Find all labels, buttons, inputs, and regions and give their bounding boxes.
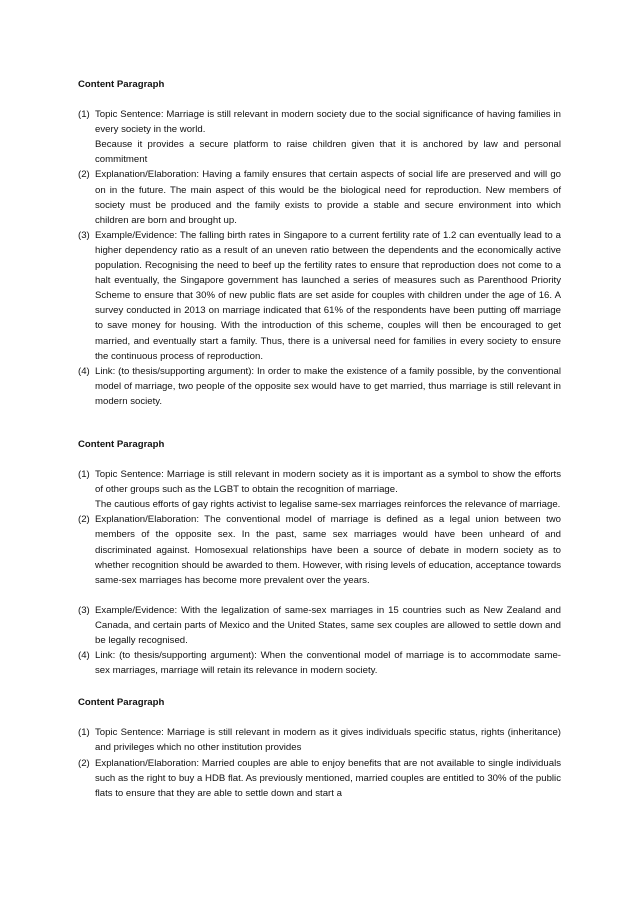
item-text: Topic Sentence: Marriage is still relevant in modern as it gives individuals specific status, rights (inheritance) and privileges which no other institution provides xyxy=(95,727,561,754)
item-text: Link: (to thesis/supporting argument): When the conventional model of marriage is to accommodate same-sex marriages, marriage will retain its relevance in modern society. xyxy=(95,650,561,677)
list-item xyxy=(78,648,561,678)
list-item xyxy=(78,107,561,167)
list-item xyxy=(78,467,561,512)
list-item xyxy=(78,603,561,648)
item-text: Explanation/Elaboration: Married couples are able to enjoy benefits that are not available to single individuals such as the right to buy a HDB flat. As previously mentioned, married couples are entitled to 30% of the public flats to ensure that they are able to settle down and start a xyxy=(95,757,561,799)
item-number: (1) xyxy=(78,727,90,739)
item-number: (4) xyxy=(78,650,90,662)
content-section-1 xyxy=(78,77,561,409)
section-heading: Content Paragraph xyxy=(78,697,165,709)
content-section-2 xyxy=(78,437,561,678)
list-item xyxy=(78,512,561,587)
item-body xyxy=(95,167,561,227)
document-page xyxy=(78,77,561,829)
item-number: (2) xyxy=(78,514,90,526)
item-body xyxy=(95,648,561,678)
item-body xyxy=(95,512,561,587)
item-number: (2) xyxy=(78,757,90,769)
item-body xyxy=(95,467,561,512)
item-text: Explanation/Elaboration: The conventional model of marriage is defined as a legal union between two members of the opposite sex. In the past, same sex marriages would have been unheard of and discriminated against. Homosexual relationships have been a source of debate in modern society as to whether recognition should be awarded to them. However, with rising levels of education, acceptance towards same-sex marriages has become more prevalent over the years. xyxy=(95,514,561,586)
list-item xyxy=(78,364,561,409)
content-section-3 xyxy=(78,695,561,801)
list-item xyxy=(78,756,561,801)
item-number: (1) xyxy=(78,469,90,481)
item-text: Example/Evidence: The falling birth rates in Singapore to a current fertility rate of 1.2 can eventually lead to a higher dependency ratio as a result of an uneven ratio between the dependents and the economically active population. Recognising the need to beef up the fertility rates to ensure that reproduction does not come to a halt eventually, the Singapore government has launched a series of measures such as Parenthood Priority Scheme to ensure that 30% of new public flats are set aside for couples with children under the age of 16. A survey conducted in 2013 on marriage indicated that 61% of the respondents have been putting off marriage to save money for housing. With the introduction of this scheme, couples will then be encouraged to get married, and eventually start a family. Thus, there is a universal need for families in every society to ensure the continuous process of reproduction. xyxy=(95,229,561,362)
item-number: (4) xyxy=(78,365,90,377)
item-body xyxy=(95,107,561,167)
item-number: (1) xyxy=(78,109,90,121)
item-text: Topic Sentence: Marriage is still relevant in modern society due to the social significance of having families in every society in the world. xyxy=(95,109,561,136)
item-text: Explanation/Elaboration: Having a family ensures that certain aspects of social life are preserved and will go on in the future. The main aspect of this would be the biological need for reproduction. New members of society must be produced and the family exists to provide a stable and secure environment into which children are born and brought up. xyxy=(95,169,561,226)
item-text: Example/Evidence: With the legalization of same-sex marriages in 15 countries such as New Zealand and Canada, and certain parts of Mexico and the United States, same sex couples are allowed to settle down and be legally recognised. xyxy=(95,604,561,646)
item-text: Link: (to thesis/supporting argument): In order to make the existence of a family possible, by the conventional model of marriage, two people of the opposite sex would have to get married, thus marriage is still relevant in modern society. xyxy=(95,365,561,407)
item-number: (3) xyxy=(78,604,90,616)
list-item xyxy=(78,725,561,755)
item-text: Because it provides a secure platform to raise children given that it is anchored by law and personal commitment xyxy=(95,139,561,166)
section-heading: Content Paragraph xyxy=(78,438,165,450)
item-text: Topic Sentence: Marriage is still relevant in modern society as it is important as a symbol to show the efforts of other groups such as the LGBT to obtain the recognition of marriage. xyxy=(95,469,561,496)
list-item xyxy=(78,167,561,227)
item-body xyxy=(95,725,561,755)
list-item xyxy=(78,228,561,364)
section-heading: Content Paragraph xyxy=(78,79,165,90)
item-body xyxy=(95,364,561,409)
item-body xyxy=(95,603,561,648)
item-number: (2) xyxy=(78,169,90,181)
item-text: The cautious efforts of gay rights activist to legalise same-sex marriages reinforces the relevance of marriage. xyxy=(95,499,561,511)
item-number: (3) xyxy=(78,229,90,241)
item-body xyxy=(95,228,561,364)
item-body xyxy=(95,756,561,801)
